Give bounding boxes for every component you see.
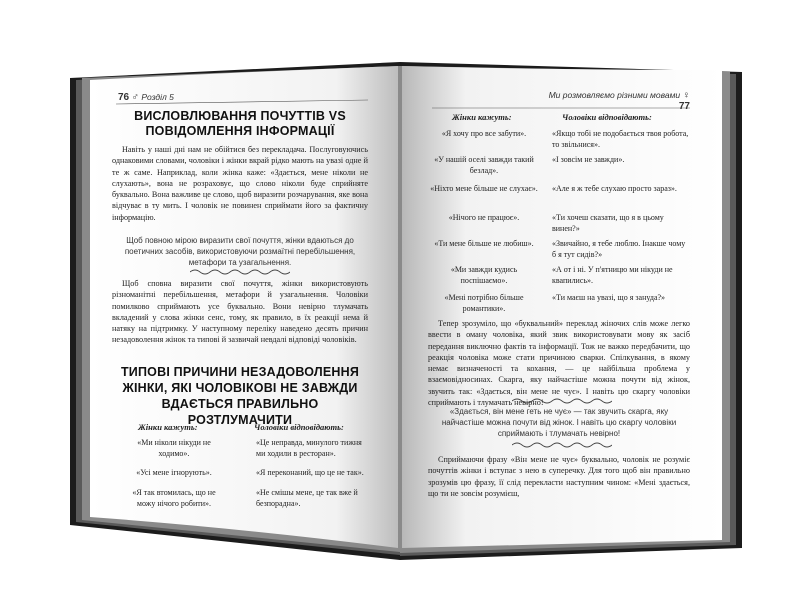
table-cell-men: «Я переконаний, що це не так». <box>256 468 364 477</box>
left-page-number: 76 <box>118 92 130 103</box>
col-header-men: Чоловіки відповідають: <box>254 422 344 432</box>
pull-quote-right: «Здається, він мене геть не чує» — так звучить скарга, яку найчастіше можна почути від жінок. І навіть цю скаргу чоловіки сприймають і тлумачать невірно! <box>441 407 677 438</box>
table-cell-women: «Я так втомилась, що не можу нічого робити». <box>132 488 216 508</box>
table-cell-women: «Я хочу про все забути». <box>441 129 527 138</box>
table-cell-men: «Не смішы мене, це так вже й безпорадна». <box>256 488 358 508</box>
table-cell-women: «Усі мене ігнорують». <box>136 468 212 477</box>
table-cell-men: «Це неправда, минулого тижня ми ходили в ресторан». <box>256 438 362 458</box>
col-header-men: Чоловіки відповідають: <box>562 112 652 122</box>
col-header-women: Жінки кажуть: <box>452 112 512 122</box>
table-cell-men: «Ти хочеш сказати, що я в цьому винен?» <box>552 213 664 233</box>
body-paragraph-right-1: Тепер зрозуміло, що «буквальний» переклад жіночих слів може легко ввести в оману чоловіка, який звик використовувати мову як засіб передання виключно фактів та інформації. Тож не важко передбачити, що реакція чоловіка може стати причиною сварки. Спілкування, в якому немає визначеності та кохання, — це найбільша проблема у взаємовідносинах. Скарга, яку найчастіше можна почути від жінок, звучить так: «Здається, він мене не чує». І навіть цю скаргу чоловіки сприймають і тлумачать невірно! <box>428 319 690 408</box>
table-cell-women: «Ми ніколи нікуди не ходимо». <box>137 438 211 458</box>
table-cell-women: «Ми завжди кудись поспішаємо». <box>450 265 518 285</box>
table-cell-women: «У нашій оселі завжди такий безлад». <box>434 155 534 175</box>
complaints-table-right <box>428 112 690 313</box>
body-paragraph-right-2: Сприймаючи фразу «Він мене не чує» буквально, чоловік не розуміє почуттів жінки і вступає з нею в суперечку. Для того щоб він правильно зрозумів цю фразу, її слід перекласти наступним чином: «Мені здається, що ти не зовсім розумієш, <box>428 455 690 498</box>
table-cell-women: «Мені потрібно більше романтики». <box>444 293 524 313</box>
table-cell-men: «Але я ж тебе слухаю просто зараз». <box>552 184 677 193</box>
body-paragraph-2: Щоб сповна виразити свої почуття, жінки використовують різноманітні перебільшення, метафори й узагальнення. Чоловіки помилково сприймають усе буквально. Вони невірно тлумачать вкладений у слова жінки сенс, тому, як правило, в їх реакції нема й натяку на підтримку. У наступному переліку наведено десять причин незадоволення жінок та типові й зазвичай невдалі відповіді чоловіків. <box>112 279 368 345</box>
chapter-label: Розділ 5 <box>141 92 174 102</box>
title2-line-2: ЖІНКИ, ЯКІ ЧОЛОВІКОВІ НЕ ЗАВЖДИ <box>122 381 358 395</box>
male-symbol-icon: ♂ <box>131 92 139 103</box>
table-cell-men: «А от і ні. У п'ятницю ми нікуди не квапились». <box>552 265 673 285</box>
title2-line-3: ВДАЄТЬСЯ ПРАВИЛЬНО РОЗТЛУМАЧИТИ <box>161 397 319 427</box>
intro-paragraph: Навіть у наші дні нам не обійтися без перекладача. Послуговуючись однаковими словами, чоловіки і жінки вкрай рідко мають на увазі одне й те ж саме. Наприклад, коли жінка каже: «Здається, мене ніколи не слухають», вона не розраховує, що слово ніколи буде сприйняте буквально. Вона важливе це слово, щоб виразити розчарування, яке вона відчуває в ту мить. І чоловік не повинен сприймати його за фактичну інформацію. <box>112 145 368 222</box>
wavy-divider-icon <box>512 441 612 449</box>
table-cell-men: «І зовсім не завжди». <box>552 155 625 164</box>
section-title-2 <box>112 364 368 428</box>
title-line-2: ПОВІДОМЛЕННЯ ІНФОРМАЦІЇ <box>145 124 335 138</box>
wavy-divider-icon <box>512 397 612 405</box>
wavy-divider-icon <box>190 268 290 276</box>
pull-quote-left: Щоб повною мірою виразити свої почуття, жінки вдаються до поетичних засобів, використовуючи розмаїтні перебільшення, метафори та узагальнення. <box>124 236 356 267</box>
table-cell-women: «Ніхто мене більше не слухає». <box>430 184 538 193</box>
table-cell-women: «Ти мене більше не любиш». <box>434 239 534 248</box>
table-cell-men: «Якщо тобі не подобається твоя робота, то звільнися». <box>552 129 689 149</box>
right-running-header <box>538 90 690 113</box>
table-cell-women: «Нічого не працює». <box>448 213 520 222</box>
right-page-number: 77 <box>678 101 690 113</box>
section-title-1 <box>112 109 368 139</box>
table-cell-men: «Ти маєш на увазі, що я зануда?» <box>552 293 666 302</box>
running-header-title: Ми розмовляємо різними мовами <box>548 90 681 100</box>
female-symbol-icon: ♀ <box>682 90 690 101</box>
title2-line-1: ТИПОВІ ПРИЧИНИ НЕЗАДОВОЛЕННЯ <box>120 365 360 379</box>
title-line-1: ВИСЛОВЛЮВАННЯ ПОЧУТТІВ VS <box>134 109 346 123</box>
table-cell-men: «Звичайно, я тебе люблю. Інакше чому б я тут сидів?» <box>552 239 686 259</box>
left-running-header <box>118 92 238 103</box>
col-header-women: Жінки кажуть: <box>138 422 198 432</box>
complaints-table-left <box>112 422 368 542</box>
